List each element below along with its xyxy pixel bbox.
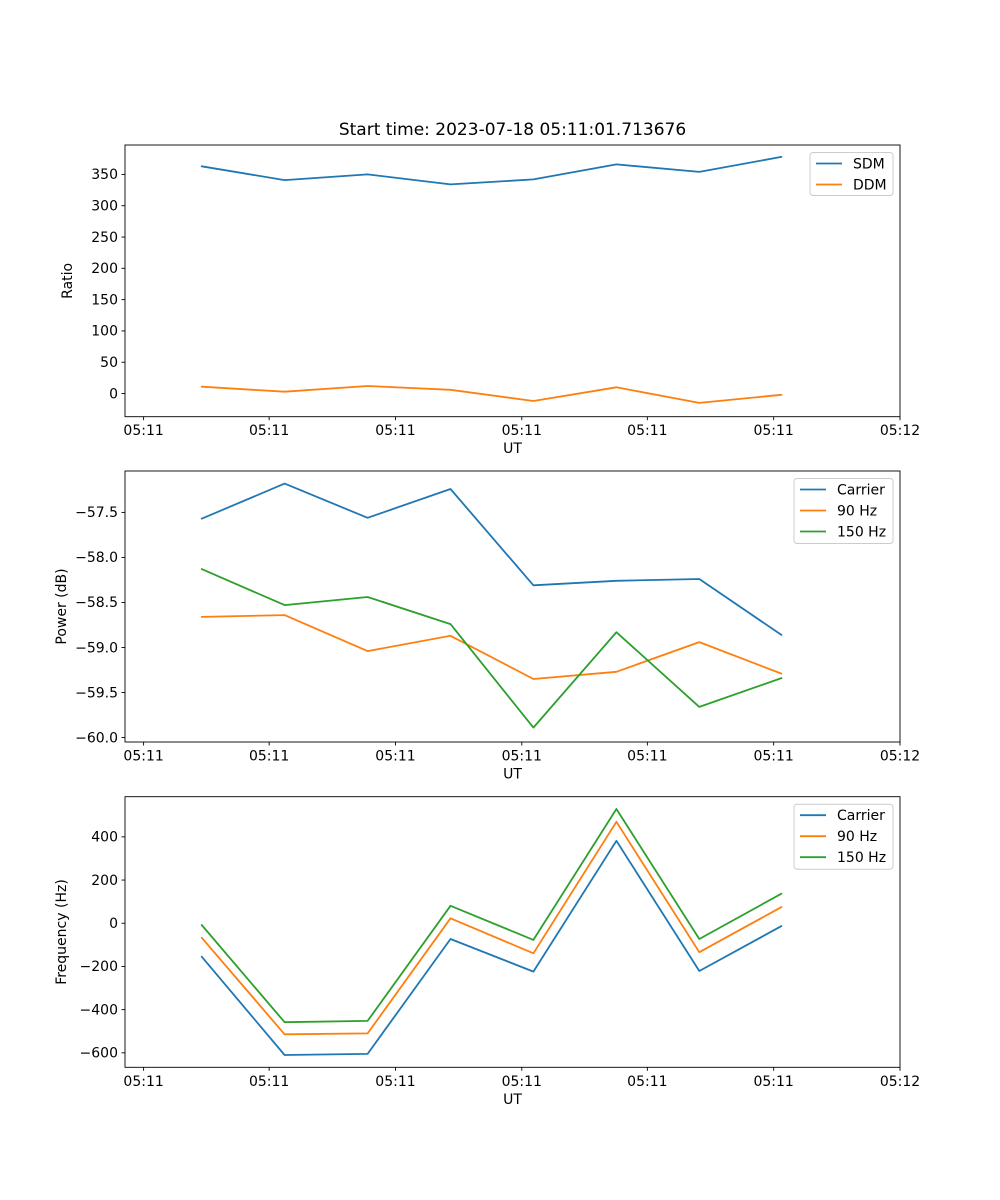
legend-label-150-hz: 150 Hz	[837, 850, 887, 867]
y-tick-label: 200	[91, 261, 118, 278]
x-tick-label: 05:12	[879, 423, 921, 440]
figure-title: Start time: 2023-07-18 05:11:01.713676	[338, 120, 687, 140]
x-tick-label: 05:11	[248, 423, 290, 440]
x-tick-label: 05:12	[879, 1073, 921, 1090]
legend-label-carrier: Carrier	[837, 808, 885, 825]
x-tick-label: 05:11	[501, 423, 542, 440]
x-tick-label: 05:11	[123, 1073, 164, 1090]
x-tick-label: 05:12	[879, 748, 921, 765]
series-line-150-hz	[202, 569, 782, 728]
series-line-ddm	[202, 386, 782, 403]
x-tick-label: 05:11	[501, 1073, 542, 1090]
y-tick-label: 0	[109, 916, 118, 933]
series-line-90-hz	[202, 615, 782, 679]
y-tick-label: −600	[79, 1045, 118, 1062]
subplot-power	[54, 471, 920, 783]
axes-box	[125, 145, 900, 417]
y-axis-label: Frequency (Hz)	[54, 879, 70, 985]
y-tick-label: 300	[91, 198, 118, 215]
x-tick-label: 05:11	[627, 423, 668, 440]
x-tick-label: 05:11	[375, 748, 416, 765]
x-tick-label: 05:11	[753, 1073, 794, 1090]
y-axis-label: Power (dB)	[54, 568, 70, 645]
y-axis-label: Ratio	[60, 262, 76, 299]
legend-label-ddm: DDM	[853, 177, 887, 194]
x-axis-label: UT	[503, 766, 522, 783]
x-tick-label: 05:11	[627, 748, 668, 765]
x-tick-label: 05:11	[123, 748, 164, 765]
legend-label-90-hz: 90 Hz	[837, 503, 878, 520]
y-tick-label: 250	[91, 229, 118, 246]
series-line-carrier	[202, 484, 782, 635]
x-tick-label: 05:11	[375, 423, 416, 440]
legend	[794, 804, 893, 869]
x-tick-label: 05:11	[123, 423, 164, 440]
y-tick-label: −59.0	[75, 640, 118, 657]
legend	[794, 479, 893, 544]
y-tick-label: 150	[91, 292, 118, 309]
y-tick-label: 50	[100, 355, 118, 372]
y-tick-label: −58.0	[75, 550, 118, 567]
legend	[810, 153, 893, 196]
y-tick-label: 200	[91, 872, 118, 889]
y-tick-label: −60.0	[75, 730, 118, 747]
y-tick-label: 0	[109, 386, 118, 403]
legend-label-90-hz: 90 Hz	[837, 829, 878, 846]
x-tick-label: 05:11	[248, 748, 290, 765]
x-tick-label: 05:11	[375, 1073, 416, 1090]
y-tick-label: −200	[79, 959, 118, 976]
x-tick-label: 05:11	[248, 1073, 290, 1090]
y-tick-label: 350	[91, 167, 118, 184]
y-tick-label: −58.5	[75, 595, 118, 612]
legend-label-carrier: Carrier	[837, 482, 885, 499]
y-tick-label: −400	[79, 1002, 118, 1019]
x-tick-label: 05:11	[753, 423, 794, 440]
subplot-frequency	[54, 797, 920, 1108]
subplot-ratio	[60, 145, 920, 457]
series-line-150-hz	[202, 809, 782, 1022]
series-line-sdm	[202, 157, 782, 185]
x-tick-label: 05:11	[627, 1073, 668, 1090]
x-tick-label: 05:11	[501, 748, 542, 765]
legend-label-150-hz: 150 Hz	[837, 524, 887, 541]
y-tick-label: −57.5	[75, 505, 118, 522]
legend-label-sdm: SDM	[853, 156, 885, 173]
x-tick-label: 05:11	[753, 748, 794, 765]
y-tick-label: 100	[91, 323, 118, 340]
y-tick-label: −59.5	[75, 685, 118, 702]
y-tick-label: 400	[91, 829, 118, 846]
series-line-90-hz	[202, 822, 782, 1035]
x-axis-label: UT	[503, 441, 522, 458]
x-axis-label: UT	[503, 1091, 522, 1108]
